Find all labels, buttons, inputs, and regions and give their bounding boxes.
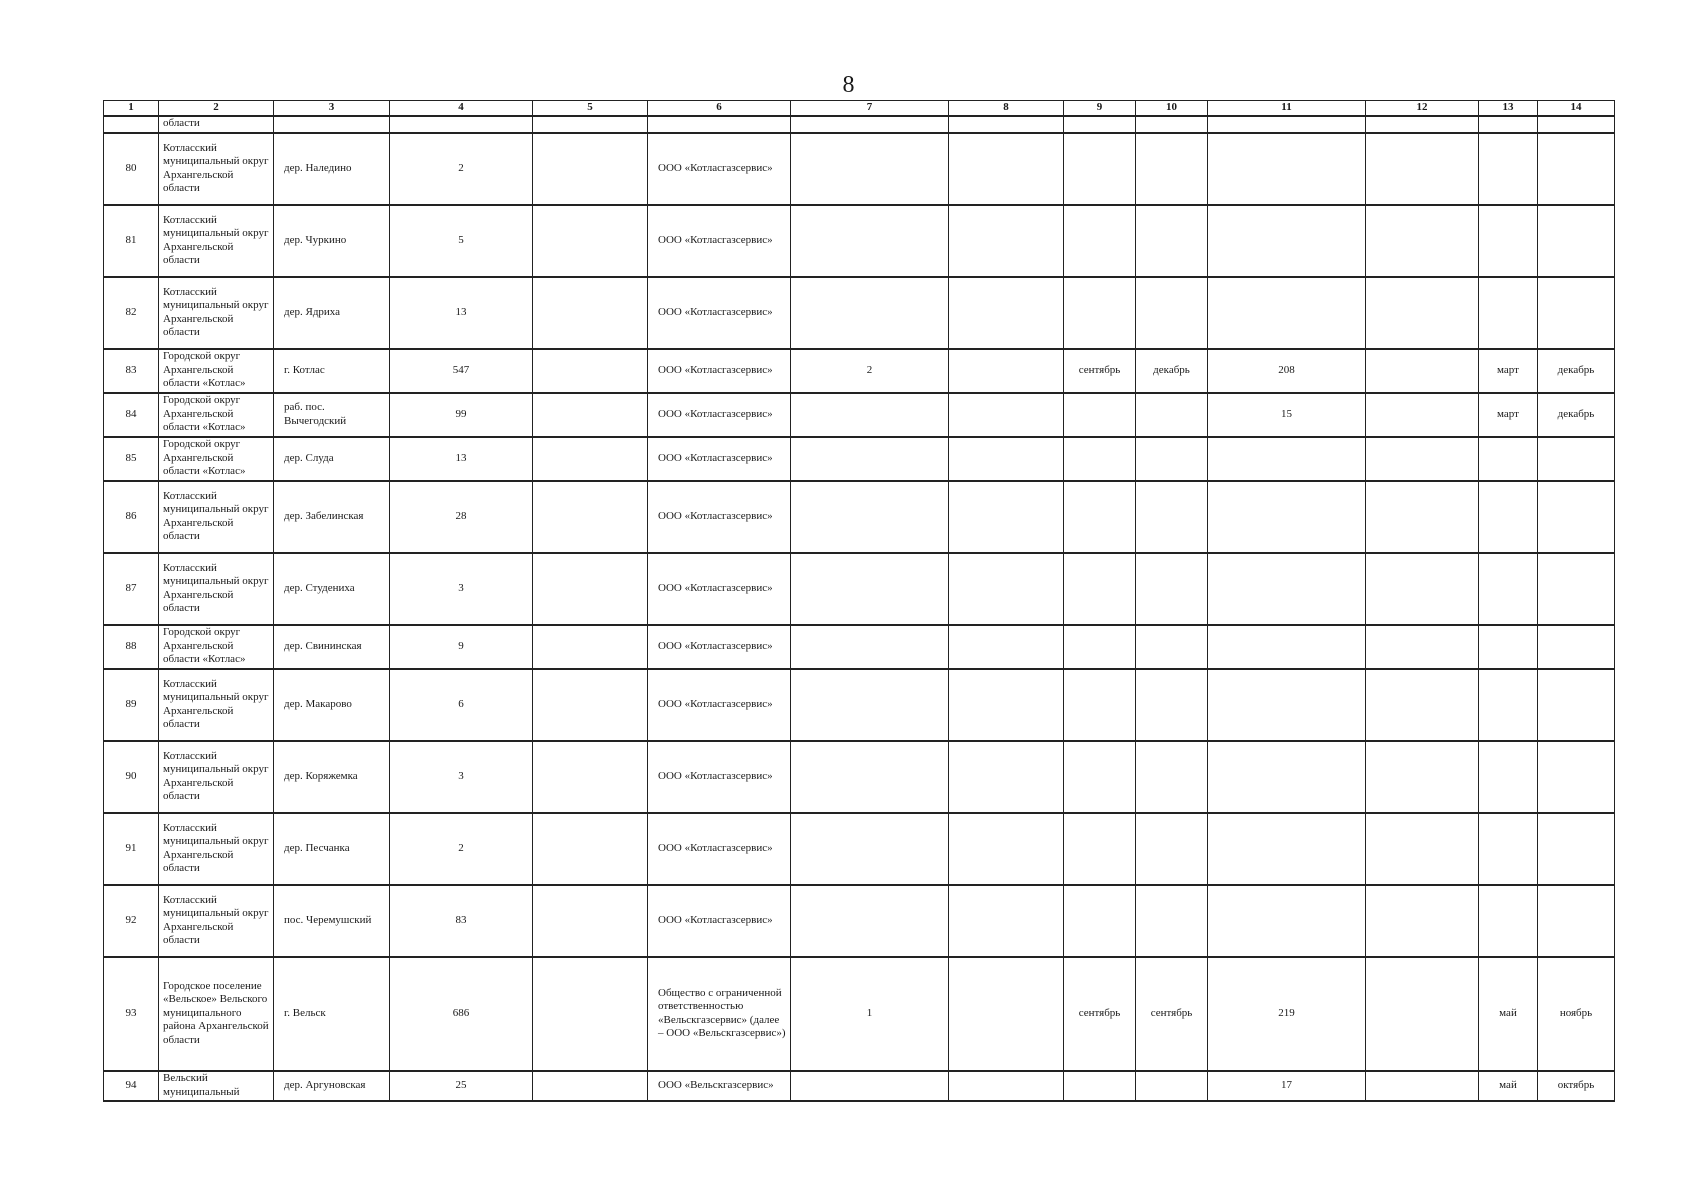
col13-cell: [1479, 481, 1538, 553]
col4-cell: 99: [390, 393, 533, 437]
col4-cell: 2: [390, 133, 533, 205]
row-number: 85: [104, 437, 159, 481]
col10-cell: [1136, 133, 1208, 205]
col10-cell: [1136, 669, 1208, 741]
col11-cell: [1208, 625, 1366, 669]
col7-cell: [791, 205, 949, 277]
col11-cell: 219: [1208, 957, 1366, 1071]
col13-cell: [1479, 133, 1538, 205]
col14-cell: [1538, 133, 1615, 205]
settlement-cell: дер. Песчанка: [274, 813, 390, 885]
col4-cell: 25: [390, 1071, 533, 1101]
col10-cell: [1136, 205, 1208, 277]
municipality-cell: Котласский муниципальный округ Архангельской области: [159, 553, 274, 625]
col9-cell: [1064, 669, 1136, 741]
col12-cell: [1366, 625, 1479, 669]
col14-cell: декабрь: [1538, 393, 1615, 437]
col13-cell: май: [1479, 957, 1538, 1071]
col11-cell: 17: [1208, 1071, 1366, 1101]
settlement-cell: дер. Слуда: [274, 437, 390, 481]
row-number: 81: [104, 205, 159, 277]
col11-cell: [1208, 205, 1366, 277]
col5-cell: [533, 957, 648, 1071]
col10-cell: [1136, 393, 1208, 437]
col10-cell: сентябрь: [1136, 957, 1208, 1071]
row-number: 94: [104, 1071, 159, 1101]
col8-cell: [949, 277, 1064, 349]
table-row: [104, 813, 1615, 885]
operator-cell: ООО «Котласгазсервис»: [648, 741, 791, 813]
col14-cell: декабрь: [1538, 349, 1615, 393]
col9-cell: [1064, 133, 1136, 205]
column-header: 12: [1366, 101, 1479, 116]
row-number: 84: [104, 393, 159, 437]
col13-cell: [1479, 813, 1538, 885]
column-header: 10: [1136, 101, 1208, 116]
col13-cell: март: [1479, 393, 1538, 437]
municipality-cell: Городской округ Архангельской области «Котлас»: [159, 393, 274, 437]
col11-cell: [1208, 669, 1366, 741]
col7-cell: [791, 1071, 949, 1101]
col8-cell: [949, 481, 1064, 553]
col4-cell: 3: [390, 741, 533, 813]
column-header: 14: [1538, 101, 1615, 116]
col11-cell: [1208, 813, 1366, 885]
col12-cell: [1366, 277, 1479, 349]
settlement-cell: дер. Студениха: [274, 553, 390, 625]
settlement-cell: дер. Наледино: [274, 133, 390, 205]
operator-cell: ООО «Котласгазсервис»: [648, 481, 791, 553]
col9-cell: [1064, 553, 1136, 625]
col7-cell: [791, 813, 949, 885]
col7-cell: [791, 277, 949, 349]
col8-cell: [949, 349, 1064, 393]
municipality-cell: Городское поселение «Вельское» Вельского муниципального района Архангельской области: [159, 957, 274, 1071]
col12-cell: [1366, 133, 1479, 205]
col5-cell: [533, 349, 648, 393]
settlement-cell: г. Вельск: [274, 957, 390, 1071]
col11-cell: [1208, 481, 1366, 553]
settlement-cell: дер. Свининская: [274, 625, 390, 669]
col14-cell: [1538, 885, 1615, 957]
operator-cell: Общество с ограниченной ответственностью «Вельскгазсервис» (далее – ООО «Вельскгазсервис»): [648, 957, 791, 1071]
settlement-cell: пос. Черемушский: [274, 885, 390, 957]
col13-cell: [1479, 625, 1538, 669]
col10-cell: [1136, 813, 1208, 885]
col13-cell: [1479, 669, 1538, 741]
col11-cell: 208: [1208, 349, 1366, 393]
col5-cell: [533, 393, 648, 437]
col13-cell: [1479, 277, 1538, 349]
row-number: 80: [104, 133, 159, 205]
col8-cell: [949, 669, 1064, 741]
col12-cell: [1366, 813, 1479, 885]
col5-cell: [533, 1071, 648, 1101]
data-table: [103, 100, 1615, 1102]
row-number: 88: [104, 625, 159, 669]
col14-cell: [1538, 437, 1615, 481]
col5-cell: [533, 885, 648, 957]
settlement-cell: дер. Ядриха: [274, 277, 390, 349]
col9-cell: [1064, 277, 1136, 349]
col14-cell: [1538, 741, 1615, 813]
col12-cell: [1366, 349, 1479, 393]
operator-cell: ООО «Вельскгазсервис»: [648, 1071, 791, 1101]
col9-cell: [1064, 205, 1136, 277]
table-row: [104, 437, 1615, 481]
col8-cell: [949, 813, 1064, 885]
col10-cell: [1136, 625, 1208, 669]
col12-cell: [1366, 669, 1479, 741]
col7-cell: [791, 437, 949, 481]
col14-cell: [1538, 205, 1615, 277]
col7-cell: [791, 553, 949, 625]
col12-cell: [1366, 481, 1479, 553]
col10-cell: [1136, 885, 1208, 957]
row-number: 89: [104, 669, 159, 741]
table-row: [104, 625, 1615, 669]
col4-cell: 9: [390, 625, 533, 669]
col8-cell: [949, 885, 1064, 957]
operator-cell: ООО «Котласгазсервис»: [648, 349, 791, 393]
column-header: 13: [1479, 101, 1538, 116]
col14-cell: [1538, 625, 1615, 669]
col13-cell: [1479, 205, 1538, 277]
col7-cell: 2: [791, 349, 949, 393]
col11-cell: 15: [1208, 393, 1366, 437]
col10-cell: [1136, 437, 1208, 481]
operator-cell: ООО «Котласгазсервис»: [648, 393, 791, 437]
col4-cell: 5: [390, 205, 533, 277]
col13-cell: [1479, 437, 1538, 481]
col5-cell: [533, 669, 648, 741]
col11-cell: [1208, 553, 1366, 625]
col5-cell: [533, 205, 648, 277]
col12-cell: [1366, 205, 1479, 277]
col7-cell: 1: [791, 957, 949, 1071]
table-row: [104, 1071, 1615, 1101]
col5-cell: [533, 741, 648, 813]
municipality-cell: Вельский муниципальный: [159, 1071, 274, 1101]
col9-cell: [1064, 813, 1136, 885]
header-row: [104, 101, 1615, 116]
municipality-cell: Городской округ Архангельской области «Котлас»: [159, 625, 274, 669]
municipality-cell: Котласский муниципальный округ Архангельской области: [159, 741, 274, 813]
continuation-cell: области: [159, 116, 274, 133]
col10-cell: [1136, 277, 1208, 349]
col8-cell: [949, 1071, 1064, 1101]
municipality-cell: Городской округ Архангельской области «Котлас»: [159, 437, 274, 481]
col11-cell: [1208, 133, 1366, 205]
operator-cell: ООО «Котласгазсервис»: [648, 625, 791, 669]
col5-cell: [533, 553, 648, 625]
municipality-cell: Городской округ Архангельской области «Котлас»: [159, 349, 274, 393]
table-row: [104, 481, 1615, 553]
row-number: 91: [104, 813, 159, 885]
col8-cell: [949, 393, 1064, 437]
operator-cell: ООО «Котласгазсервис»: [648, 669, 791, 741]
col9-cell: [1064, 481, 1136, 553]
col4-cell: 13: [390, 277, 533, 349]
col10-cell: [1136, 553, 1208, 625]
table-row: [104, 553, 1615, 625]
col7-cell: [791, 741, 949, 813]
column-header: 6: [648, 101, 791, 116]
col8-cell: [949, 437, 1064, 481]
col9-cell: сентябрь: [1064, 349, 1136, 393]
col12-cell: [1366, 885, 1479, 957]
row-number: 82: [104, 277, 159, 349]
col12-cell: [1366, 1071, 1479, 1101]
municipality-cell: Котласский муниципальный округ Архангельской области: [159, 669, 274, 741]
col13-cell: март: [1479, 349, 1538, 393]
col7-cell: [791, 393, 949, 437]
settlement-cell: раб. пос. Вычегодский: [274, 393, 390, 437]
column-header: 1: [104, 101, 159, 116]
col14-cell: [1538, 669, 1615, 741]
col9-cell: [1064, 741, 1136, 813]
municipality-cell: Котласский муниципальный округ Архангельской области: [159, 813, 274, 885]
table-row: [104, 885, 1615, 957]
column-header: 3: [274, 101, 390, 116]
table-row: [104, 393, 1615, 437]
row-number: 93: [104, 957, 159, 1071]
col12-cell: [1366, 741, 1479, 813]
settlement-cell: г. Котлас: [274, 349, 390, 393]
col11-cell: [1208, 885, 1366, 957]
col14-cell: [1538, 277, 1615, 349]
col14-cell: ноябрь: [1538, 957, 1615, 1071]
col9-cell: [1064, 437, 1136, 481]
col4-cell: 3: [390, 553, 533, 625]
page-number: 8: [842, 72, 855, 98]
col12-cell: [1366, 957, 1479, 1071]
table-row: [104, 669, 1615, 741]
col5-cell: [533, 481, 648, 553]
col10-cell: [1136, 741, 1208, 813]
col12-cell: [1366, 553, 1479, 625]
column-header: 4: [390, 101, 533, 116]
table-row: [104, 133, 1615, 205]
col14-cell: [1538, 481, 1615, 553]
operator-cell: ООО «Котласгазсервис»: [648, 813, 791, 885]
settlement-cell: дер. Чуркино: [274, 205, 390, 277]
settlement-cell: дер. Макарово: [274, 669, 390, 741]
col9-cell: [1064, 1071, 1136, 1101]
col8-cell: [949, 625, 1064, 669]
col13-cell: май: [1479, 1071, 1538, 1101]
column-header: 9: [1064, 101, 1136, 116]
row-number: 90: [104, 741, 159, 813]
col9-cell: [1064, 885, 1136, 957]
operator-cell: ООО «Котласгазсервис»: [648, 885, 791, 957]
col8-cell: [949, 957, 1064, 1071]
operator-cell: ООО «Котласгазсервис»: [648, 553, 791, 625]
col11-cell: [1208, 277, 1366, 349]
col13-cell: [1479, 885, 1538, 957]
col9-cell: [1064, 393, 1136, 437]
col4-cell: 2: [390, 813, 533, 885]
col14-cell: октябрь: [1538, 1071, 1615, 1101]
col7-cell: [791, 669, 949, 741]
col8-cell: [949, 553, 1064, 625]
column-header: 7: [791, 101, 949, 116]
col5-cell: [533, 437, 648, 481]
col14-cell: [1538, 553, 1615, 625]
col12-cell: [1366, 437, 1479, 481]
table-row: [104, 741, 1615, 813]
col4-cell: 28: [390, 481, 533, 553]
col4-cell: 13: [390, 437, 533, 481]
operator-cell: ООО «Котласгазсервис»: [648, 437, 791, 481]
settlement-cell: дер. Забелинская: [274, 481, 390, 553]
col9-cell: сентябрь: [1064, 957, 1136, 1071]
municipality-cell: Котласский муниципальный округ Архангельской области: [159, 277, 274, 349]
settlement-cell: дер. Коряжемка: [274, 741, 390, 813]
col7-cell: [791, 133, 949, 205]
col7-cell: [791, 625, 949, 669]
column-header: 5: [533, 101, 648, 116]
table-row: [104, 205, 1615, 277]
operator-cell: ООО «Котласгазсервис»: [648, 277, 791, 349]
col10-cell: [1136, 1071, 1208, 1101]
col14-cell: [1538, 813, 1615, 885]
col4-cell: 6: [390, 669, 533, 741]
municipality-cell: Котласский муниципальный округ Архангельской области: [159, 481, 274, 553]
column-header: 2: [159, 101, 274, 116]
col10-cell: декабрь: [1136, 349, 1208, 393]
table-row: [104, 277, 1615, 349]
row-number: 92: [104, 885, 159, 957]
col7-cell: [791, 481, 949, 553]
col8-cell: [949, 205, 1064, 277]
col5-cell: [533, 277, 648, 349]
col11-cell: [1208, 437, 1366, 481]
col8-cell: [949, 133, 1064, 205]
col12-cell: [1366, 393, 1479, 437]
col10-cell: [1136, 481, 1208, 553]
municipality-cell: Котласский муниципальный округ Архангельской области: [159, 885, 274, 957]
col9-cell: [1064, 625, 1136, 669]
col7-cell: [791, 885, 949, 957]
col5-cell: [533, 813, 648, 885]
table-row: [104, 349, 1615, 393]
column-header: 8: [949, 101, 1064, 116]
col4-cell: 686: [390, 957, 533, 1071]
col5-cell: [533, 133, 648, 205]
col11-cell: [1208, 741, 1366, 813]
row-number: 86: [104, 481, 159, 553]
table-body: [104, 116, 1615, 1101]
operator-cell: ООО «Котласгазсервис»: [648, 205, 791, 277]
row-number: 87: [104, 553, 159, 625]
col13-cell: [1479, 553, 1538, 625]
column-header: 11: [1208, 101, 1366, 116]
municipality-cell: Котласский муниципальный округ Архангельской области: [159, 205, 274, 277]
settlement-cell: дер. Аргуновская: [274, 1071, 390, 1101]
col5-cell: [533, 625, 648, 669]
municipality-cell: Котласский муниципальный округ Архангельской области: [159, 133, 274, 205]
row-number: 83: [104, 349, 159, 393]
col13-cell: [1479, 741, 1538, 813]
col4-cell: 547: [390, 349, 533, 393]
col8-cell: [949, 741, 1064, 813]
col4-cell: 83: [390, 885, 533, 957]
continuation-row: [104, 116, 1615, 133]
table-row: [104, 957, 1615, 1071]
operator-cell: ООО «Котласгазсервис»: [648, 133, 791, 205]
